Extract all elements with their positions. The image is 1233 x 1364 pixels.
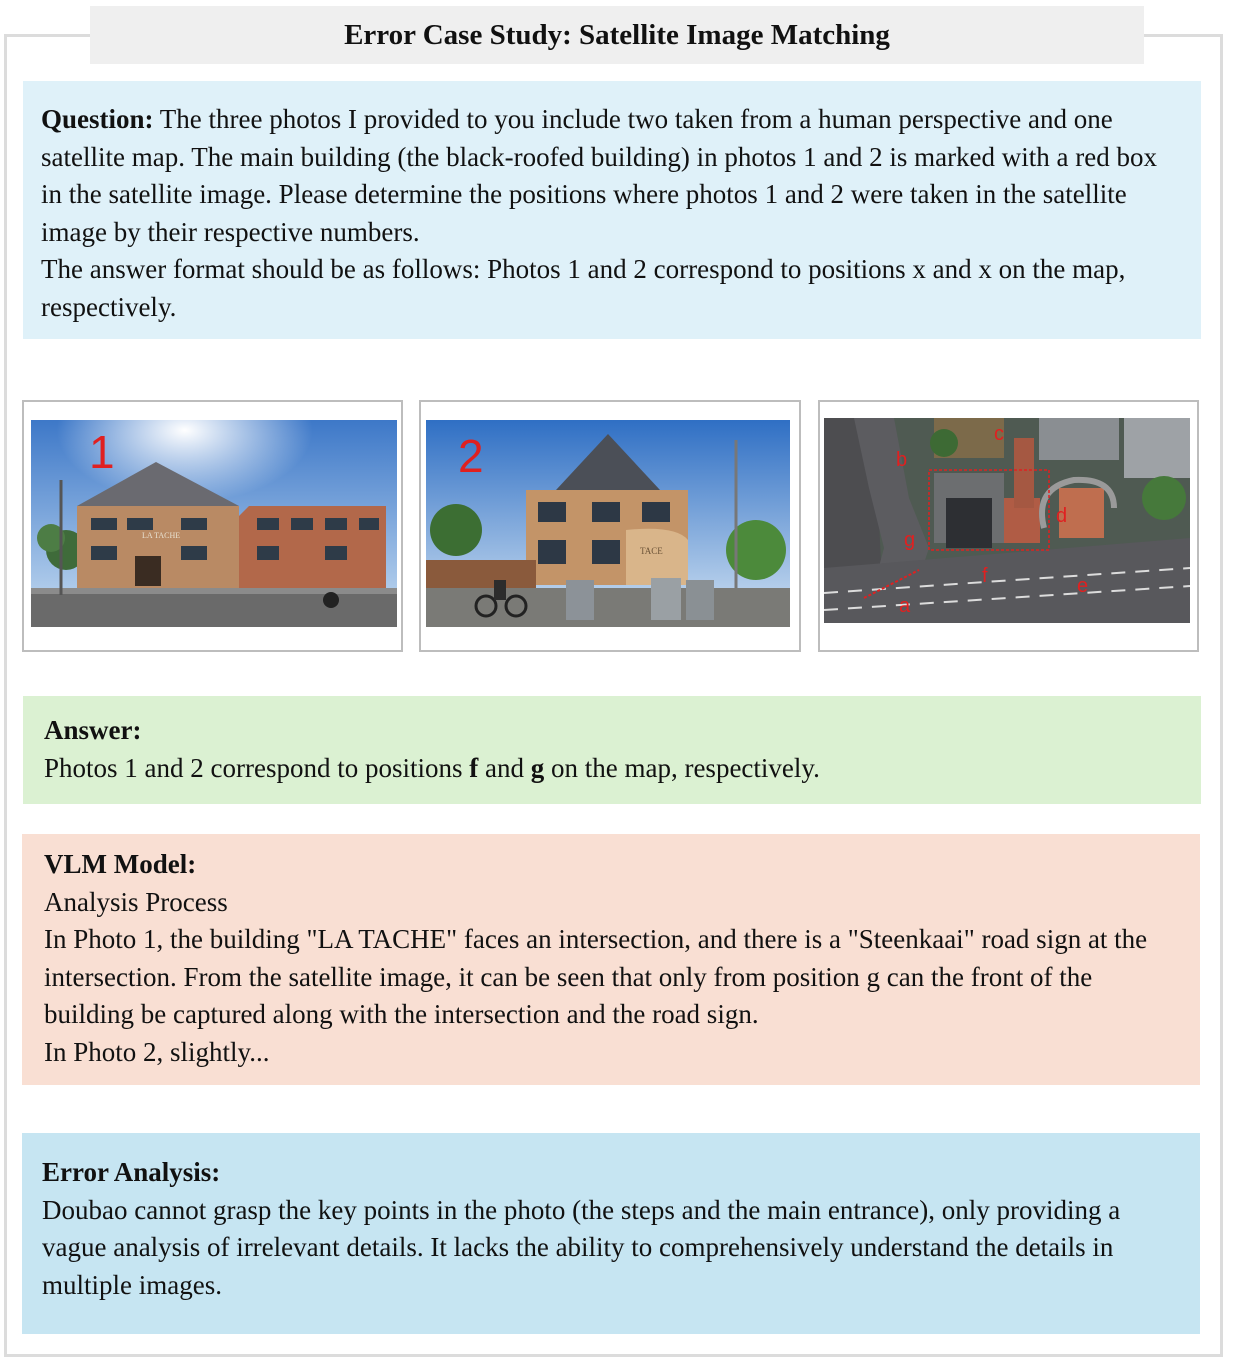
- answer-position-1: f: [469, 752, 479, 783]
- satellite-position-a: a: [899, 595, 911, 617]
- error-analysis-text: Doubao cannot grasp the key points in the photo (the steps and the main entrance), only providing a vague analysis of irrelevant details. It lacks the ability to comprehensively understand the details in multiple images.: [42, 1194, 1121, 1300]
- photo-1-number: 1: [89, 426, 115, 478]
- answer-text-end: on the map, respectively.: [544, 752, 820, 783]
- satellite-box: [818, 400, 1199, 652]
- vlm-photo-2-analysis: In Photo 2, slightly...: [44, 1036, 270, 1067]
- photo-2-building-sign: TACE: [640, 546, 663, 556]
- photo-1-building-sign: LA TACHE: [142, 531, 181, 540]
- satellite-position-f: f: [982, 565, 988, 587]
- answer-text-start: Photos 1 and 2 correspond to positions: [44, 752, 470, 783]
- question-panel: [23, 81, 1201, 339]
- satellite-position-c: c: [994, 423, 1004, 445]
- error-analysis-label: Error Analysis:: [42, 1157, 221, 1187]
- question-paragraph: [41, 101, 1183, 251]
- vlm-photo-1-analysis: In Photo 1, the building "LA TACHE" faces an intersection, and there is a "Steenkaai" road sign at the intersection. From the satellite image, it can be seen that only from position g can the front of the building be captured along with the intersection and the road sign.: [44, 924, 1148, 1029]
- photo-2-number: 2: [458, 430, 484, 482]
- photo-2-box: [419, 400, 801, 652]
- satellite-position-g: g: [904, 529, 916, 551]
- vlm-subheading: Analysis Process: [44, 886, 228, 917]
- photo-2-image: [426, 420, 790, 627]
- answer-panel: [23, 696, 1201, 804]
- question-format: The answer format should be as follows: Photos 1 and 2 correspond to positions x and x on the map, respectively.: [41, 254, 1126, 322]
- vlm-panel: [22, 834, 1200, 1085]
- answer-label: Answer:: [44, 715, 142, 745]
- vlm-label: VLM Model:: [44, 849, 197, 879]
- error-analysis-panel: [22, 1133, 1200, 1334]
- satellite-position-b: b: [896, 449, 908, 471]
- answer-text: [44, 750, 1180, 788]
- satellite-position-e: e: [1077, 575, 1089, 597]
- photo-1-box: [22, 400, 403, 652]
- photo-1-image: [31, 420, 397, 627]
- question-label: Question:: [41, 104, 154, 134]
- question-text: The three photos I provided to you include two taken from a human perspective and one satellite map. The main building (the black-roofed building) in photos 1 and 2 is marked with a red box in the satellite image. Please determine the positions where photos 1 and 2 were taken in the satellite image by their respective numbers.: [41, 104, 1158, 247]
- answer-position-2: g: [530, 752, 545, 783]
- satellite-image: [824, 418, 1190, 623]
- answer-text-mid: and: [478, 752, 531, 783]
- case-study-title: Error Case Study: Satellite Image Matching: [90, 6, 1144, 64]
- satellite-position-d: d: [1056, 505, 1068, 527]
